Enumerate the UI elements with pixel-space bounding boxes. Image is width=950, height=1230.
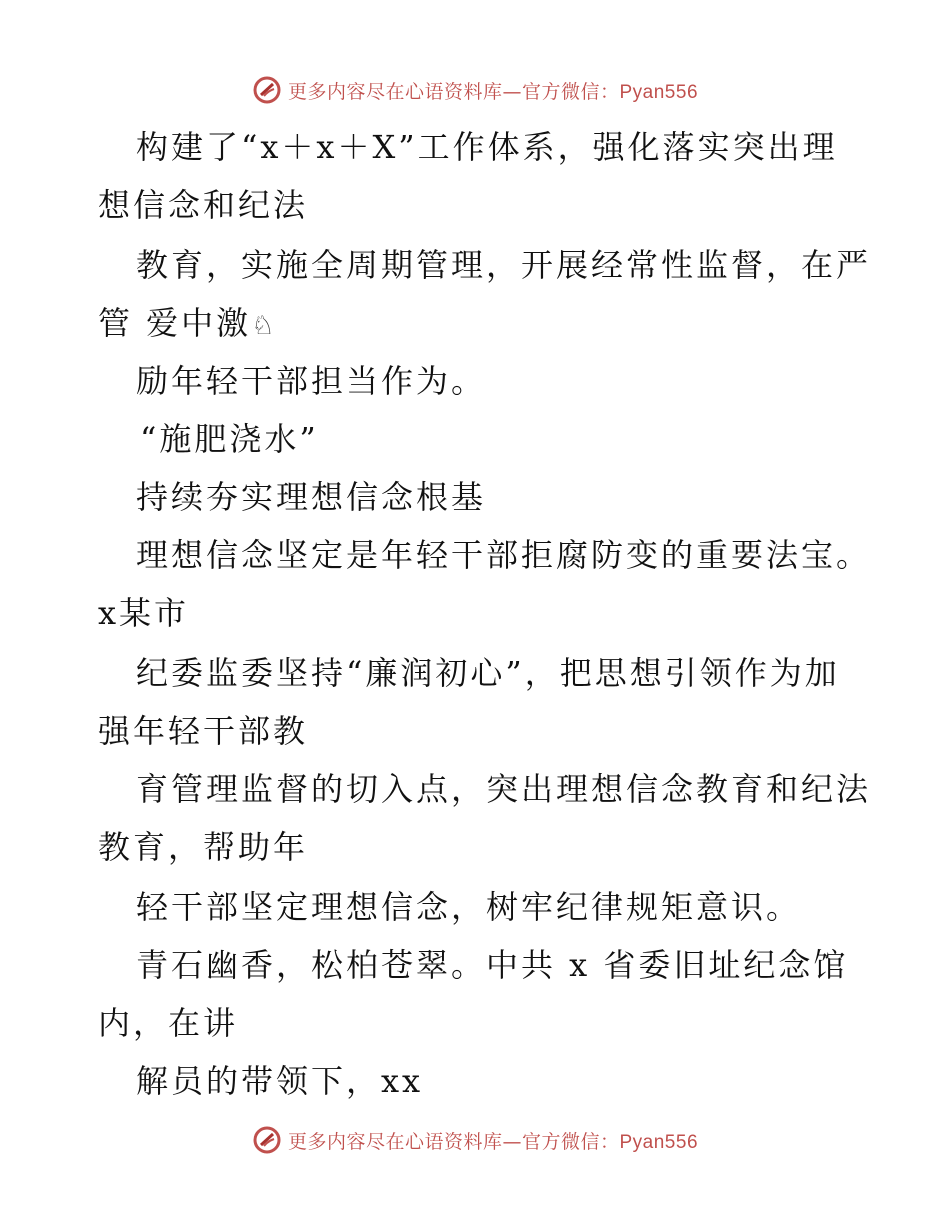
paragraph-line: 教育，帮助年 <box>98 828 309 866</box>
paragraph-line: 青石幽香，松柏苍翠。中共 x 省委旧址纪念馆 <box>136 946 849 984</box>
paragraph-line: 励年轻干部担当作为。 <box>136 362 487 400</box>
paragraph-line: 解员的带领下，xx <box>136 1062 424 1100</box>
paragraph-line: 想信念和纪法 <box>98 186 309 224</box>
section-subheading: 持续夯实理想信念根基 <box>136 478 487 516</box>
brand-logo-icon <box>252 1125 282 1155</box>
paragraph-line: x某市 <box>98 594 190 632</box>
header-banner <box>0 70 950 110</box>
paragraph-line: 教育，实施全周期管理，开展经常性监督，在严 <box>136 246 872 284</box>
paragraph-line: 内，在讲 <box>98 1004 239 1042</box>
section-heading: “施肥浇水” <box>140 420 319 458</box>
banner-text: 更多内容尽在心语资料库—官方微信：Pyan556 <box>287 1130 699 1153</box>
paragraph-line: 构建了“x＋x＋X”工作体系，强化落实突出理 <box>136 128 838 166</box>
paragraph-line: 育管理监督的切入点，突出理想信念教育和纪法 <box>136 770 872 808</box>
banner-text: 更多内容尽在心语资料库—官方微信：Pyan556 <box>287 80 699 103</box>
paragraph-line: 强年轻干部教 <box>98 712 309 750</box>
footer-banner <box>0 1120 950 1160</box>
swirl-glyph-icon: ♘ <box>251 311 278 341</box>
brand-logo-icon <box>252 75 282 105</box>
paragraph-line: 管 爱中激♘ <box>98 304 278 342</box>
paragraph-line: 轻干部坚定理想信念，树牢纪律规矩意识。 <box>136 888 802 926</box>
paragraph-line: 纪委监委坚持“廉润初心”，把思想引领作为加 <box>136 654 840 692</box>
paragraph-line: 理想信念坚定是年轻干部拒腐防变的重要法宝。 <box>136 536 872 574</box>
